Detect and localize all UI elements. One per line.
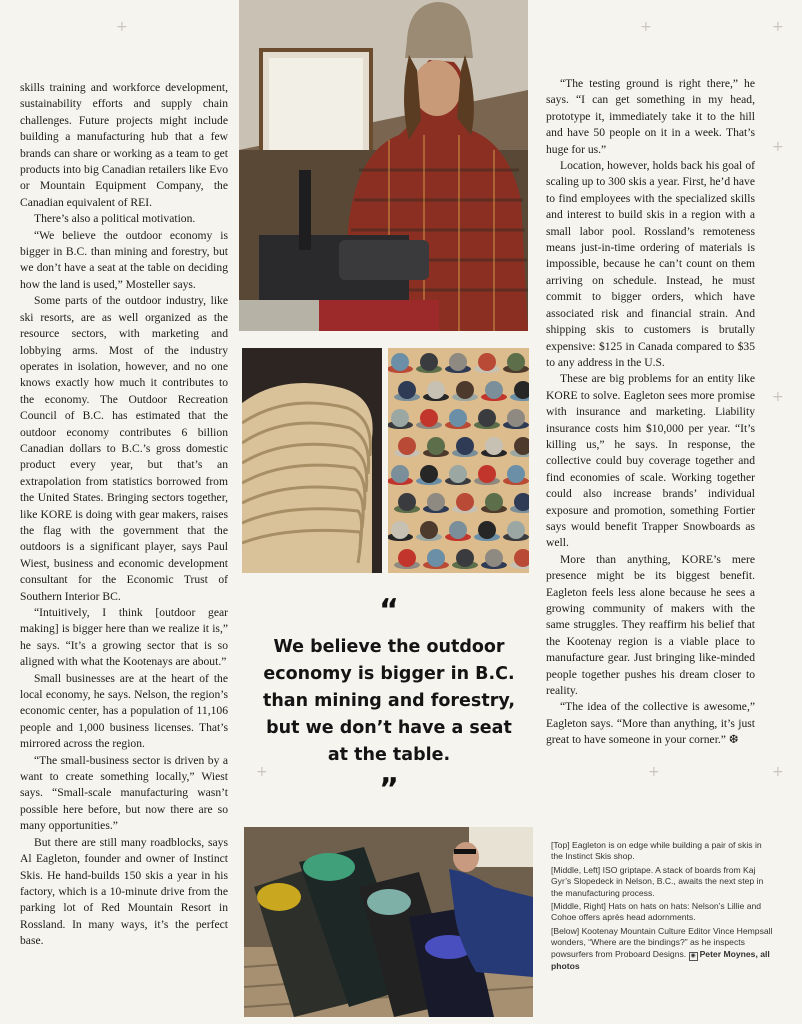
camera-icon: ◉: [690, 952, 696, 959]
paragraph: Location, however, holds back his goal of scaling up to 300 skis a year. First, he’d have to find employees with the specialized skills and interest to build skis in a region with a small labor pool. Rossland’s remoteness means just-in-time ordering of materials is impossible, because he can’t count on them arriving on schedule. Instead, he must commit to bigger orders, which have associated risk and financial strain. And shipping skis to customers is brutally expensive: $125 in Canada compared to $35 to any address in the U.S.: [546, 159, 755, 369]
photo-hats-wall: [388, 348, 529, 573]
paragraph: “The idea of the collective is awesome,” Eagleton says. “More than anything, it’s just great to have someone in your corner.” ❆: [546, 700, 755, 747]
crosshair-icon: +: [772, 139, 784, 155]
paragraph: “Intuitively, I think [outdoor gear making] is bigger here than we realize it is,” he says. “It’s a growing sector that is so aligned with what the Kootenays are about.”: [20, 606, 228, 669]
caption-below: [551, 926, 773, 972]
paragraph: “The testing ground is right there,” he says. “I can get something in my head, prototype it, immediately take it to the hill and have 50 people on it in a week. That’s huge for us.”: [546, 77, 755, 156]
open-quote-mark: “: [379, 593, 399, 628]
paragraph: But there are still many roadblocks, says Al Eagleton, founder and owner of Instinct Skis. He hand-builds 150 skis a year in his factory, which is a 10-minute drive from the parking lot of Red Mountain Resort in Rossland. In many ways, it’s the perfect base.: [20, 835, 228, 948]
paragraph: skills training and workforce development, sustainability efforts and supply chain challenges. Future projects might include building a manufacturing hub that a few brands can share or working as a team to get products into big Canadian retailers like Evo or Mountain Equipment Company, the Canadian equivalent of REI.: [20, 81, 228, 209]
photo-credit: Peter Moynes, all photos: [551, 948, 770, 971]
close-quote-mark: ”: [379, 772, 399, 807]
caption-middle-right: [Middle, Right] Hats on hats on hats: Nelson’s Lillie and Cohoe offers après head adornments.: [551, 901, 762, 923]
pull-quote: [262, 593, 516, 807]
paragraph: There’s also a political motivation.: [34, 212, 196, 226]
paragraph: These are big problems for an entity like KORE to solve. Eagleton sees more promise with insurance and marketing. Liability insurance costs him $10,000 per year. “It’s killing us,” he says. In response, the collective could buy coverage together and find economies of scale. Working together could also increase brands’ individual exposure and promotion, something Fortier says would benefit Trapper Snowboards as well.: [546, 372, 755, 550]
paragraph: “We believe the outdoor economy is bigger in B.C. than mining and forestry, but we don’t have a seat at the table on deciding how the land is used,” Mosteller says.: [20, 228, 228, 291]
crosshair-icon: +: [772, 19, 784, 35]
caption-top: [Top] Eagleton is on edge while building a pair of skis in the Instinct Skis shop.: [551, 840, 762, 862]
pull-quote-text: We believe the outdoor economy is bigger in B.C. than mining and forestry, but we don’t have a seat at the table.: [262, 637, 516, 765]
crosshair-icon: +: [116, 19, 128, 35]
photo-ski-builder: [239, 0, 528, 331]
crosshair-icon: +: [640, 19, 652, 35]
crosshair-icon: +: [772, 389, 784, 405]
paragraph: Some parts of the outdoor industry, like ski resorts, are as well organized as the resource sectors, with marketing and lobbying arms. Most of the industry operates in isolation, however, and no one knows exactly how much it contributes to the economy. The Outdoor Recreation Council of B.C. has estimated that the outdoor economy contributes 6 billion Canadian dollars to B.C.’s gross domestic product every year, but that’s an extrapolation from statistics borrowed from the United States. Bringing sectors together, like KORE is doing with gear makers, raises the flag with the government that the outdoors is a significant player, says Paul Wiest, business and economic development consultant for the Economic Trust of Southern Interior BC.: [20, 294, 228, 603]
photo-board-stack: [242, 348, 382, 573]
crosshair-icon: +: [256, 764, 268, 780]
article-column-left: [20, 80, 228, 950]
photo-captions: [551, 840, 773, 974]
caption-below-text: [Below] Kootenay Mountain Culture Editor Vince Hempsall wonders, “Where are the bindings?” as he inspects powsurfers from Proboard Designs.: [551, 925, 773, 959]
photo-powsurfers: [244, 827, 533, 1017]
article-column-right: [546, 76, 755, 749]
paragraph: “The small-business sector is driven by a want to create something locally,” Wiest says. “Small-scale manufacturing wasn’t possible here before, but now there are so many opportunities.”: [20, 753, 228, 833]
paragraph: Small businesses are at the heart of the local economy, he says. Nelson, the region’s economic center, has a population of 11,106 people and 1,000 business licenses. That’s mirrored across the region.: [20, 671, 228, 751]
crosshair-icon: +: [648, 764, 660, 780]
caption-middle-left: [Middle, Left] ISO griptape. A stack of boards from Kaj Gyr’s Slopedeck in Nelson, B.C., awaits the next step in the manufacturing process.: [551, 864, 764, 898]
paragraph: More than anything, KORE’s mere presence might be its biggest benefit. Eagleton feels less alone because he sees a growing community of makers with the same struggles. They reaffirm his belief that the Kootenay region is a viable place to manufacture gear. Just bringing like-minded people together pushes his dream closer to reality.: [546, 552, 755, 698]
crosshair-icon: +: [772, 764, 784, 780]
